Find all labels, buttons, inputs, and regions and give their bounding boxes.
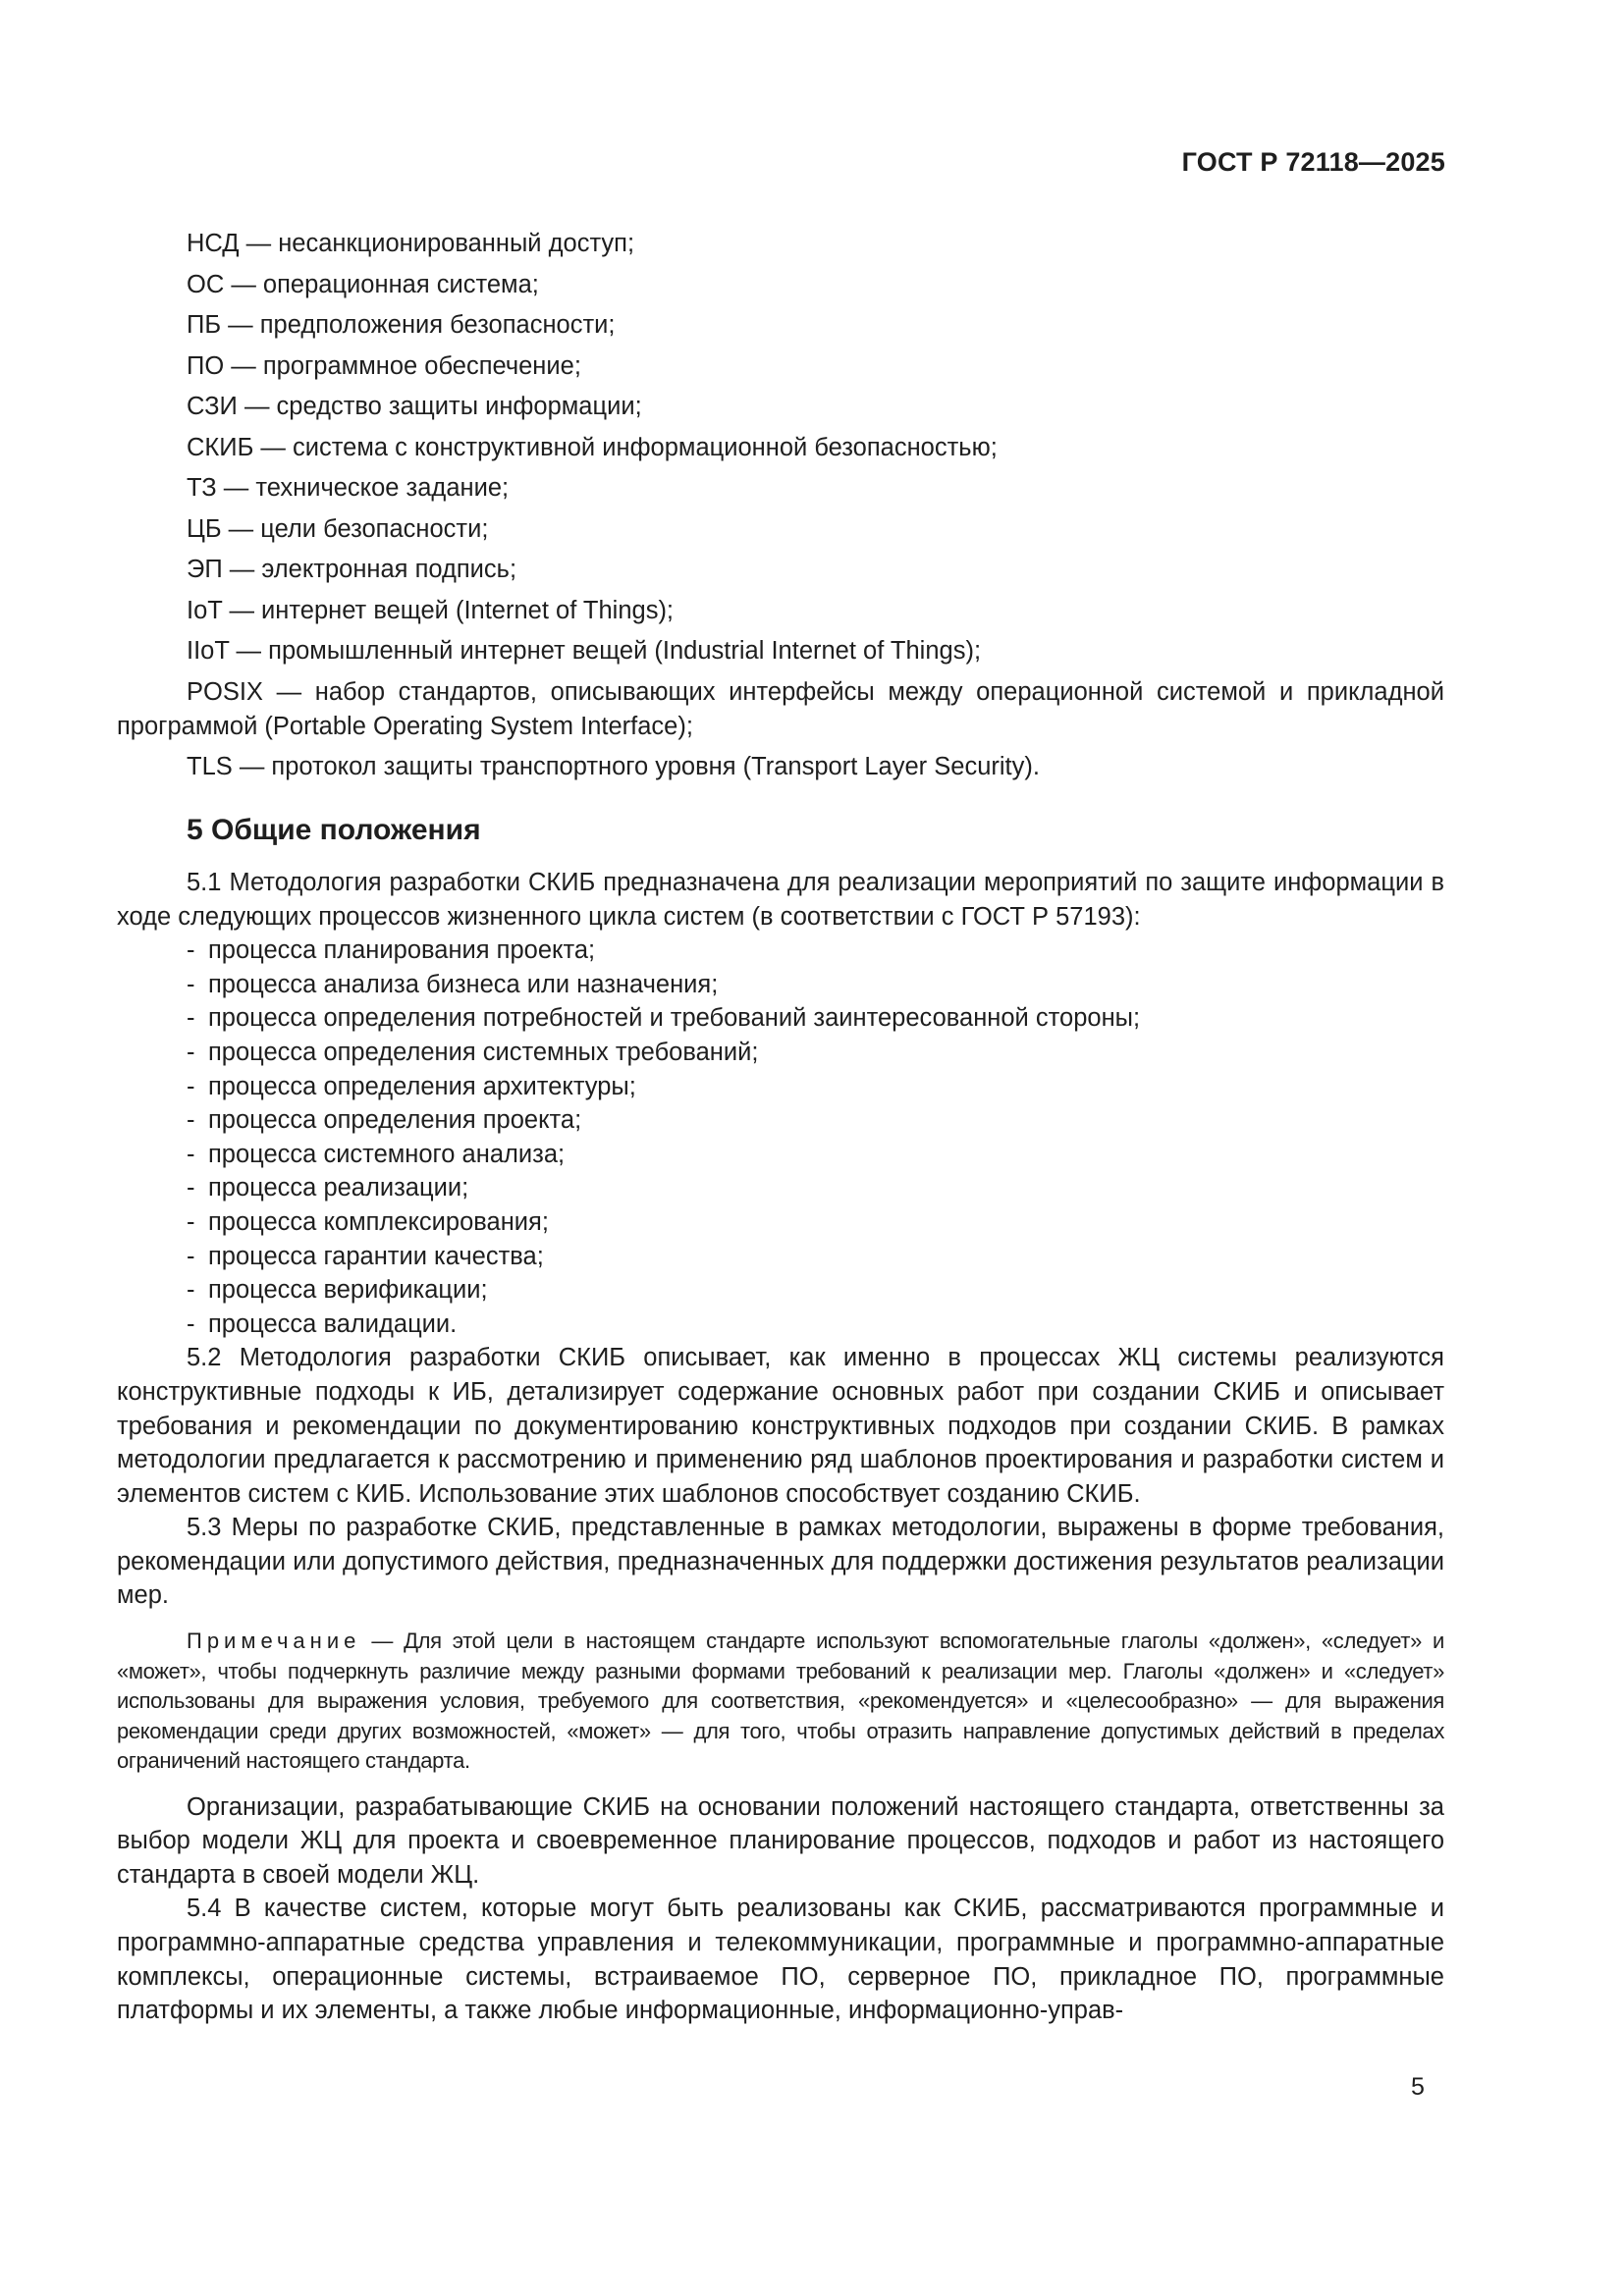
list-item (117, 1240, 1444, 1274)
list-item-text: процесса верификации; (208, 1276, 488, 1305)
abbreviation-item: ПО — программное обеспечение; (187, 351, 581, 380)
list-item-text: процесса системного анализа; (208, 1140, 566, 1168)
abbreviation-item: ПБ — предположения безопасности; (187, 311, 616, 339)
section-title: 5 Общие положения (187, 814, 481, 846)
abbreviation-item: СЗИ — средство защиты информации; (187, 393, 642, 420)
lifecycle-processes-list (117, 934, 1444, 1341)
bullet-dash: - (187, 1242, 195, 1270)
list-item-text: процесса комплексирования; (208, 1207, 549, 1236)
abbreviation-item: IoT — интернет вещей (Internet of Things); (187, 596, 675, 624)
bullet-dash: - (187, 1106, 195, 1135)
list-item-text: процесса определения системных требований; (208, 1038, 759, 1066)
list-item-text: процесса реализации; (208, 1174, 469, 1202)
abbreviation-item: НСД — несанкционированный доступ; (187, 230, 635, 257)
list-item (117, 1070, 1444, 1104)
abbreviation-item: TLS — протокол защиты транспортного уровня (Transport Layer Security). (187, 752, 1040, 780)
bullet-dash: - (187, 1276, 195, 1305)
list-item-text: процесса валидации. (208, 1309, 458, 1338)
bullet-dash: - (187, 1004, 195, 1033)
bullet-dash: - (187, 970, 195, 998)
abbreviation-item: СКИБ — система с конструктивной информационной безопасностью; (187, 433, 998, 461)
list-item (117, 934, 1444, 968)
paragraph-5-1: 5.1 Методология разработки СКИБ предназначена для реализации мероприятий по защите информации в ходе следующих процессов жизненного цикла систем (в соответствии с ГОСТ Р 57193): (117, 869, 1444, 931)
bullet-dash: - (187, 1072, 195, 1100)
bullet-dash: - (187, 1309, 195, 1338)
abbreviation-item: ЦБ — цели безопасности; (187, 514, 489, 543)
list-item (117, 1103, 1444, 1138)
bullet-dash: - (187, 1207, 195, 1236)
list-item (117, 1036, 1444, 1070)
list-item-text: процесса определения архитектуры; (208, 1072, 636, 1100)
paragraph-5-2: 5.2 Методология разработки СКИБ описывает, как именно в процессах ЖЦ системы реализуются конструктивные подходы к ИБ, детализирует содержание основных работ при создании СКИБ и описывает требования и рекомендации по документированию конструктивных подходов при создании СКИБ. В рамках методологии предлагается к рассмотрению и применению ряд шаблонов проектирования и разработки систем и элементов систем с КИБ. Использование этих шаблонов способствует созданию СКИБ. (117, 1344, 1444, 1508)
list-item-text: процесса анализа бизнеса или назначения; (208, 970, 719, 998)
list-item (117, 1308, 1444, 1342)
abbreviation-item: ТЗ — техническое задание; (187, 474, 510, 502)
list-item (117, 1273, 1444, 1308)
list-item (117, 1171, 1444, 1205)
bullet-dash: - (187, 936, 195, 965)
list-item-text: процесса планирования проекта; (208, 936, 596, 965)
abbreviation-item: POSIX — набор стандартов, описывающих интерфейсы между операционной системой и прикладной программой (Portable Operating System Interface); (117, 677, 1444, 740)
list-item (117, 1138, 1444, 1172)
bullet-dash: - (187, 1174, 195, 1202)
paragraph-5-3: 5.3 Меры по разработке СКИБ, представленные в рамках методологии, выражены в форме требования, рекомендации или допустимого действия, предназначенных для поддержки достижения результатов реализации мер. (117, 1514, 1444, 1610)
bullet-dash: - (187, 1140, 195, 1168)
list-item (117, 1001, 1444, 1036)
abbreviation-item: ЭП — электронная подпись; (187, 556, 517, 583)
bullet-dash: - (187, 1038, 195, 1066)
list-item-text: процесса определения проекта; (208, 1106, 582, 1135)
note-label: Примечание (187, 1629, 361, 1654)
abbreviation-item: IIoT — промышленный интернет вещей (Industrial Internet of Things); (187, 637, 982, 665)
paragraph-organizations: Организации, разрабатывающие СКИБ на основании положений настоящего стандарта, ответственны за выбор модели ЖЦ для проекта и своевременное планирование процессов, подходов и работ из настоящего стандарта в своей модели ЖЦ. (117, 1792, 1444, 1889)
note-text: — Для этой цели в настоящем стандарте используют вспомогательные глаголы «должен», «следует» и «может», чтобы подчеркнуть различие между разными формами требований к реализации мер. Глаголы «должен» и «следует» использованы для выражения условия, требуемого для соответствия, «рекомендуется» и «целесообразно» — для выражения рекомендации среди других возможностей, «может» — для того, чтобы отразить направление допустимых действий в пределах ограничений настоящего стандарта. (117, 1629, 1444, 1774)
standard-code-header: ГОСТ Р 72118—2025 (1181, 147, 1445, 177)
list-item (117, 1205, 1444, 1240)
abbreviations-list (117, 224, 1444, 787)
list-item-text: процесса гарантии качества; (208, 1242, 544, 1270)
note (117, 1627, 1444, 1777)
list-item (117, 968, 1444, 1002)
page-content (117, 224, 1444, 2028)
abbreviation-item: ОС — операционная система; (187, 270, 539, 298)
list-item-text: процесса определения потребностей и требований заинтересованной стороны; (208, 1004, 1141, 1033)
page-number: 5 (1411, 2073, 1425, 2101)
paragraph-5-4: 5.4 В качестве систем, которые могут быть реализованы как СКИБ, рассматриваются программные и программно-аппаратные средства управления и телекоммуникации, программные и программно-аппаратные комплексы, операционные системы, встраиваемое ПО, серверное ПО, прикладное ПО, программные платформы и их элементы, а также любые информационные, информационно-управ- (117, 1895, 1444, 2025)
